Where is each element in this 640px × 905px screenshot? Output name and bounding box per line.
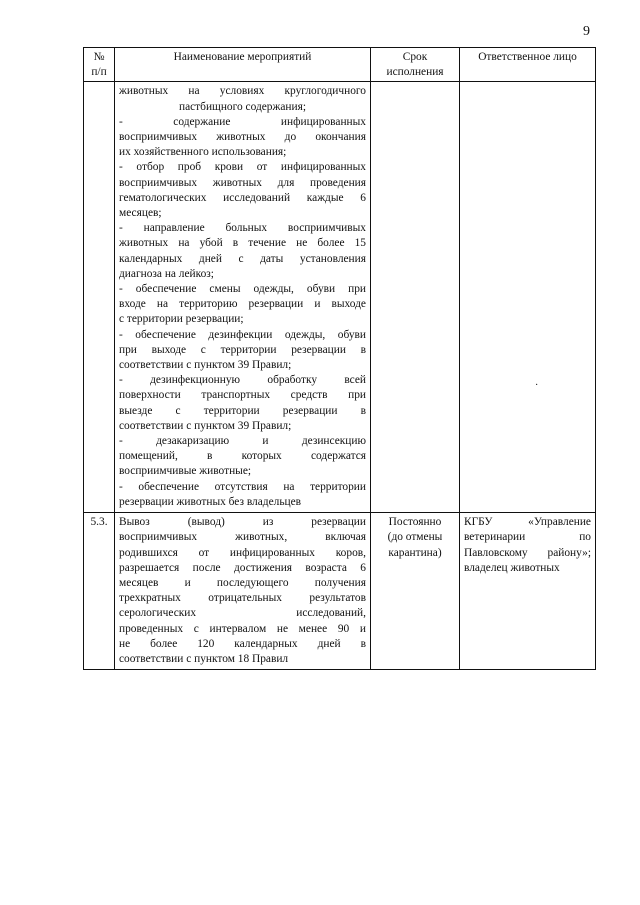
row-5-3-responsible-line-4: владелец животных bbox=[464, 561, 560, 574]
cell-name-5-3 bbox=[115, 513, 371, 670]
row-5-3-text-line-10: соответствии с пунктом 18 Правил bbox=[119, 652, 289, 665]
row-5-3-responsible-line-1: КГБУ «Управление bbox=[464, 516, 591, 529]
continued-text-line-2: пастбищного содержания; bbox=[178, 100, 307, 113]
header-term-line-2: исполнения bbox=[386, 66, 444, 79]
continued-text-line-1: животных на условиях круглогодичного bbox=[119, 85, 366, 98]
cell-responsible-continued bbox=[460, 82, 596, 513]
row-5-3-text-line-3: родившихся от инфицированных коров, bbox=[119, 546, 366, 559]
row-5-3-term-line-2: (до отмены bbox=[387, 531, 443, 544]
continued-text-line-4: восприимчивых животных до окончания bbox=[119, 131, 366, 144]
continued-text-line-17: - обеспечение дезинфекции одежды, обуви bbox=[119, 328, 366, 341]
header-name: Наименование мероприятий bbox=[115, 48, 371, 82]
row-5-3-text-line-5: месяцев и последующего получения bbox=[119, 576, 366, 589]
scan-speck: · bbox=[535, 380, 539, 391]
row-5-3-text-line-9: не более 120 календарных дней в bbox=[119, 637, 366, 650]
continued-text-line-15: входе на территорию резервации и выходе bbox=[119, 298, 366, 311]
cell-num-continued bbox=[84, 82, 115, 513]
row-5-3-text-line-7: серологических исследований, bbox=[119, 607, 366, 620]
continued-text-line-26: восприимчивые животные; bbox=[119, 465, 252, 478]
row-5-3-responsible-line-3: Павловскому району»; bbox=[464, 546, 591, 559]
row-5-3-responsible-line-2: ветеринарии по bbox=[464, 531, 591, 544]
header-num bbox=[84, 48, 115, 82]
continued-text-line-8: гематологических исследований каждые 6 bbox=[119, 191, 366, 204]
continued-text-line-7: восприимчивых животных для проведения bbox=[119, 176, 366, 189]
cell-responsible-5-3 bbox=[460, 513, 596, 670]
continued-text-line-5: их хозяйственного использования; bbox=[119, 146, 287, 159]
continued-text-line-22: выезде с территории резервации в bbox=[119, 404, 366, 417]
continued-text-line-13: диагноза на лейкоз; bbox=[119, 267, 214, 280]
row-5-3-text-line-1: Вывоз (вывод) из резервации bbox=[119, 516, 366, 529]
cell-num-5-3: 5.3. bbox=[84, 513, 115, 670]
header-term-line-1: Срок bbox=[402, 51, 428, 63]
continued-text-line-24: - дезакаризацию и дезинсекцию bbox=[119, 435, 366, 448]
header-num-line-2: п/п bbox=[91, 66, 107, 79]
continued-text-line-18: при выходе с территории резервации в bbox=[119, 343, 366, 356]
continued-text-line-10: - направление больных восприимчивых bbox=[119, 222, 366, 235]
header-term bbox=[371, 48, 460, 82]
cell-term-5-3 bbox=[371, 513, 460, 670]
continued-text-line-25: помещений, в которых содержатся bbox=[119, 450, 366, 463]
continued-text-line-16: с территории резервации; bbox=[119, 313, 244, 326]
row-5-3-term-line-1: Постоянно bbox=[388, 516, 442, 529]
row-5-3-text-line-2: восприимчивых животных, включая bbox=[119, 531, 366, 544]
row-5-3-term-line-3: карантина) bbox=[388, 546, 442, 559]
row-5-3-text-line-8: проведенных с интервалом не менее 90 и bbox=[119, 622, 366, 635]
cell-term-continued bbox=[371, 82, 460, 513]
continued-text-line-6: - отбор проб крови от инфицированных bbox=[119, 161, 366, 174]
table-row-5-3 bbox=[84, 513, 596, 670]
cell-name-continued bbox=[115, 82, 371, 513]
table-row-continued bbox=[84, 82, 596, 513]
continued-text-line-11: животных на убой в течение не более 15 bbox=[119, 237, 366, 250]
continued-text-line-27: - обеспечение отсутствия на территории bbox=[119, 480, 366, 493]
continued-text-line-19: соответствии с пунктом 39 Правил; bbox=[119, 359, 292, 372]
continued-text-line-14: - обеспечение смены одежды, обуви при bbox=[119, 283, 366, 296]
continued-text-line-21: поверхности транспортных средств при bbox=[119, 389, 366, 402]
header-num-line-1: № bbox=[93, 51, 105, 63]
continued-text-line-12: календарных дней с даты установления bbox=[119, 252, 366, 265]
continued-text-line-9: месяцев; bbox=[119, 207, 162, 220]
row-5-3-text-line-6: трехкратных отрицательных результатов bbox=[119, 592, 366, 605]
continued-text-line-20: - дезинфекционную обработку всей bbox=[119, 374, 366, 387]
measures-table bbox=[83, 47, 596, 670]
continued-text-line-28: резервации животных без владельцев bbox=[119, 495, 302, 508]
continued-text-line-3: - содержание инфицированных bbox=[119, 115, 366, 128]
header-responsible: Ответственное лицо bbox=[460, 48, 596, 82]
continued-text-line-23: соответствии с пунктом 39 Правил; bbox=[119, 419, 292, 432]
table-header-row bbox=[84, 48, 596, 82]
page-number: 9 bbox=[583, 24, 590, 39]
row-5-3-text-line-4: разрешается после достижения возраста 6 bbox=[119, 561, 366, 574]
